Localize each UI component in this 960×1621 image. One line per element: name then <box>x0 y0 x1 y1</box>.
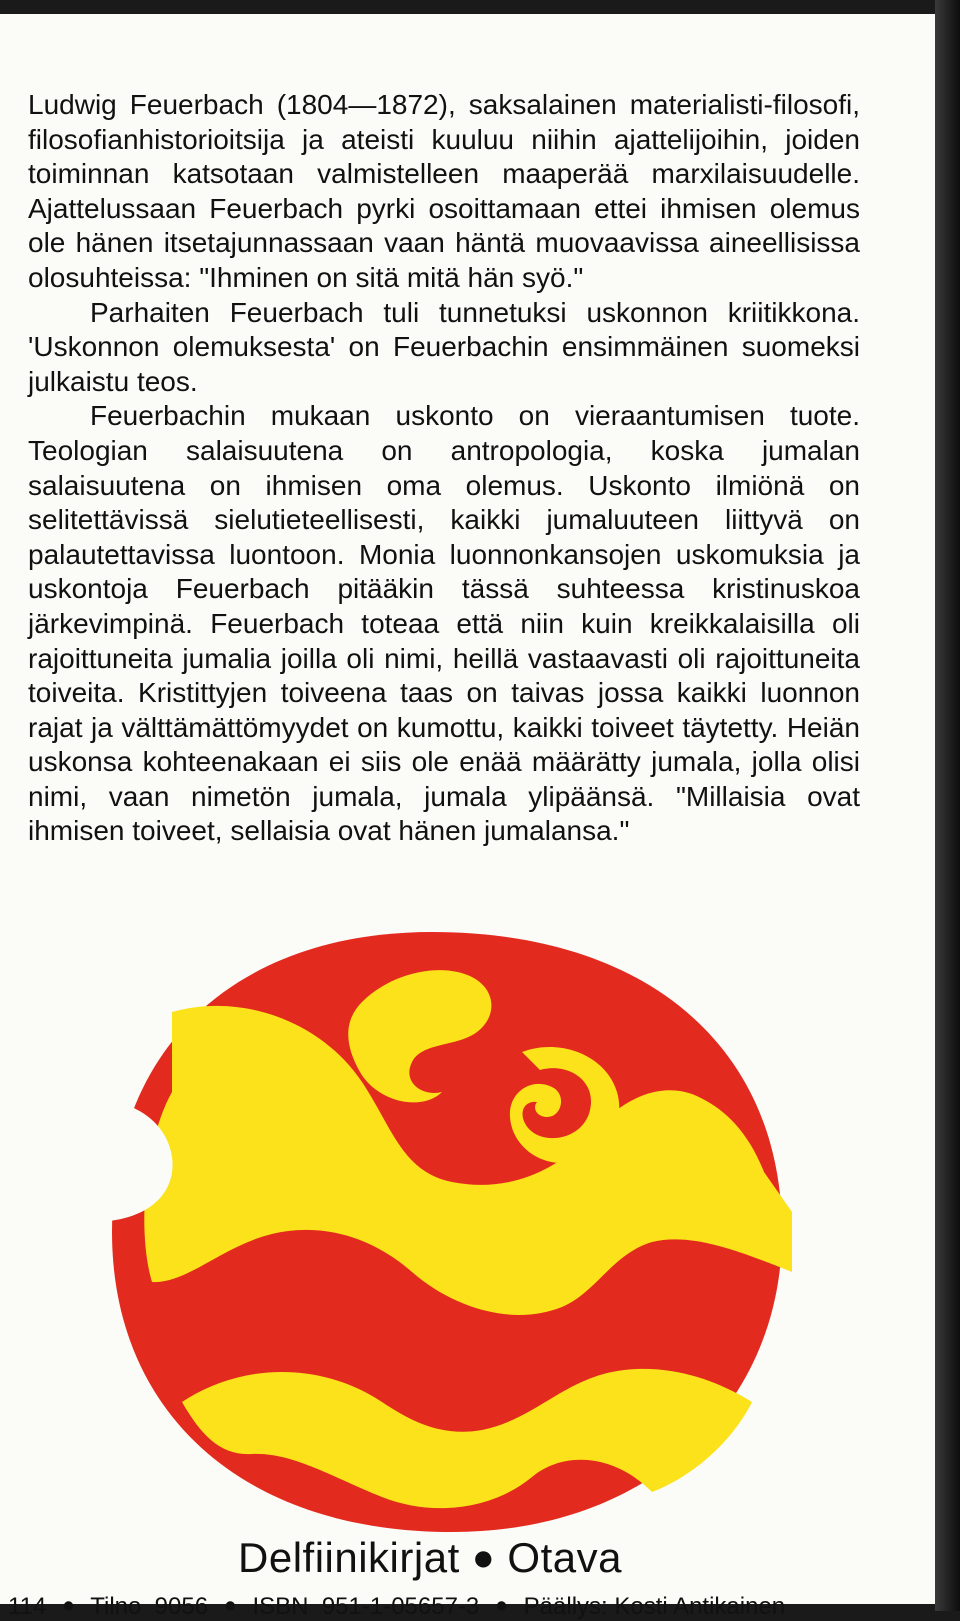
publisher-name: Otava <box>507 1534 622 1581</box>
bullet-separator-icon: ● <box>471 1537 496 1579</box>
series-number: 114 <box>8 1593 47 1620</box>
tilno: Tilno 9056 <box>90 1593 209 1620</box>
catalog-footer <box>8 1592 888 1621</box>
bullet-separator-icon: ● <box>61 1592 75 1617</box>
blurb-text <box>28 88 860 849</box>
cover-credit: Päällys: Kosti Antikainen <box>523 1593 786 1620</box>
blurb-paragraph-1: Ludwig Feuerbach (1804—1872), saksalainen materialisti-filosofi, filosofianhistorioitsija ja ateisti kuuluu niihin ajattelijoihin, joiden toiminnan katsotaan valmistelleen maaperää marxilaisuudelle. Ajattelussaan Feuerbach pyrki osoittamaan ettei ihmisen olemus ole hänen itsetajunnassaan vaan häntä muovaavissa aineellisissa olosuhteissa: "Ihminen on sitä mitä hän syö." <box>28 89 860 293</box>
isbn: ISBN 951-1-05657-3 <box>252 1593 480 1620</box>
publisher-line <box>0 1534 860 1582</box>
blurb-paragraph-2: Parhaiten Feuerbach tuli tunnetuksi uskonnon kriitikkona. 'Uskonnon olemuksesta' on Feuerbachin ensimmäinen suomeksi julkaistu teos. <box>28 296 860 397</box>
decorative-emblem-icon <box>92 932 792 1532</box>
bullet-separator-icon: ● <box>494 1592 508 1617</box>
series-name: Delfiinikirjat <box>238 1534 460 1581</box>
blurb-paragraph-3: Feuerbachin mukaan uskonto on vieraantumisen tuote. Teologian salaisuutena on antropologia, koska jumalan salaisuutena on ihmisen oma olemus. Uskonto ilmiönä on selitettävissä sielutieteellisesti, kaikki jumaluuteen liittyvä on palautettavissa luontoon. Monia luonnonkansojen uskomuksia ja uskontoja Feuerbach pitääkin tässä suhteessa kristinuskoa järkevimpinä. Feuerbach toteaa että niin kuin kreikkalaisilla oli rajoittuneita jumalia joilla oli nimi, heillä vastaavasti oli rajoittuneita toiveita. Kristittyjen toiveena taas on taivas jossa kaikki luonnon rajat ja välttämättömyydet on kumottu, kaikki toiveet täytetty. Heiän uskonsa kohteenakaan ei siis ole enää määrätty jumala, jolla olisi nimi, vaan nimetön jumala, jumala ylipäänsä. "Millaisia ovat ihmisen toiveet, sellaisia ovat hänen jumalansa." <box>28 400 860 847</box>
book-back-cover <box>0 14 935 1620</box>
bullet-separator-icon: ● <box>223 1592 237 1617</box>
page-edge-shadow <box>935 0 960 1611</box>
